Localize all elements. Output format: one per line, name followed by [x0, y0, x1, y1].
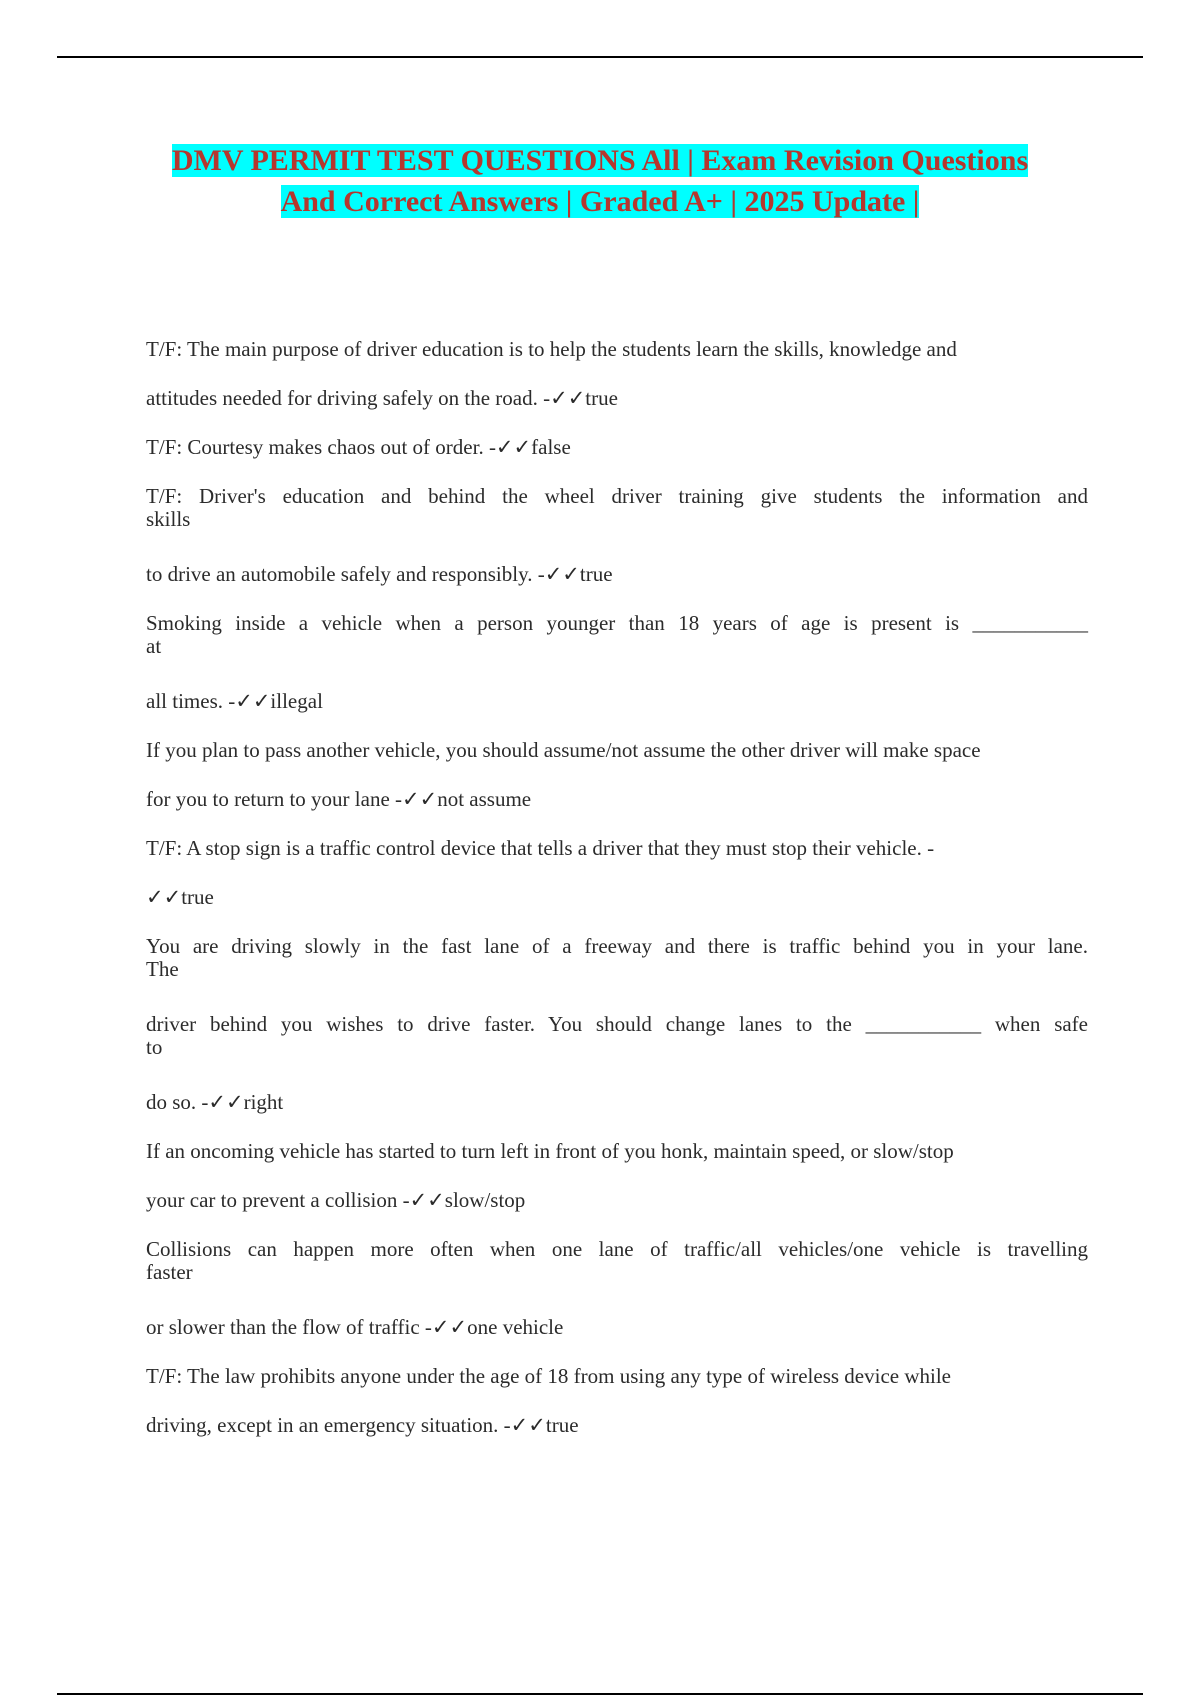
text-line: your car to prevent a collision -✓✓slow/stop [146, 1188, 526, 1212]
text-line: faster [146, 1260, 193, 1284]
text-line: Smoking inside a vehicle when a person younger than 18 years of age is present is ___________ [146, 611, 1088, 635]
text-line: T/F: A stop sign is a traffic control device that tells a driver that they must stop their vehicle. - [146, 836, 935, 860]
wrapped-text-line [146, 1229, 1088, 1307]
text-line: If you plan to pass another vehicle, you should assume/not assume the other driver will make space [146, 738, 981, 762]
bottom-rule [57, 1693, 1143, 1695]
title-line-1: DMV PERMIT TEST QUESTIONS All | Exam Revision Questions [171, 144, 1029, 177]
text-line: You are driving slowly in the fast lane of a freeway and there is traffic behind you in your lane. [146, 934, 1088, 958]
wrapped-text-line [146, 476, 1088, 554]
text-line: T/F: The law prohibits anyone under the age of 18 from using any type of wireless device while [146, 1364, 951, 1388]
document-title [100, 140, 1100, 222]
text-line: do so. -✓✓right [146, 1090, 284, 1114]
text-line: all times. -✓✓illegal [146, 689, 323, 713]
text-line: ✓✓true [146, 885, 214, 909]
text-line: Collisions can happen more often when one lane of traffic/all vehicles/one vehicle is travelling [146, 1237, 1088, 1261]
text-line: driving, except in an emergency situation. -✓✓true [146, 1413, 579, 1437]
wrapped-text-line [146, 926, 1088, 1004]
top-rule [57, 56, 1143, 58]
text-line: T/F: Courtesy makes chaos out of order. -✓✓false [146, 435, 571, 459]
text-line: or slower than the flow of traffic -✓✓one vehicle [146, 1315, 564, 1339]
question-list [146, 329, 1088, 1454]
text-line: The [146, 957, 179, 981]
text-line: driver behind you wishes to drive faster. You should change lanes to the ___________ when safe [146, 1012, 1088, 1036]
text-line: for you to return to your lane -✓✓not assume [146, 787, 532, 811]
text-line: to [146, 1035, 163, 1059]
text-line: to drive an automobile safely and responsibly. -✓✓true [146, 562, 613, 586]
wrapped-text-line [146, 603, 1088, 681]
text-line: If an oncoming vehicle has started to turn left in front of you honk, maintain speed, or slow/stop [146, 1139, 954, 1163]
text-line: T/F: The main purpose of driver education is to help the students learn the skills, knowledge and [146, 337, 957, 361]
wrapped-text-line [146, 1004, 1088, 1082]
text-line: skills [146, 507, 191, 531]
text-line: attitudes needed for driving safely on the road. -✓✓true [146, 386, 618, 410]
text-line: T/F: Driver's education and behind the wheel driver training give students the information and [146, 484, 1088, 508]
title-line-2: And Correct Answers | Graded A+ | 2025 Update | [280, 185, 920, 218]
text-line: at [146, 634, 162, 658]
